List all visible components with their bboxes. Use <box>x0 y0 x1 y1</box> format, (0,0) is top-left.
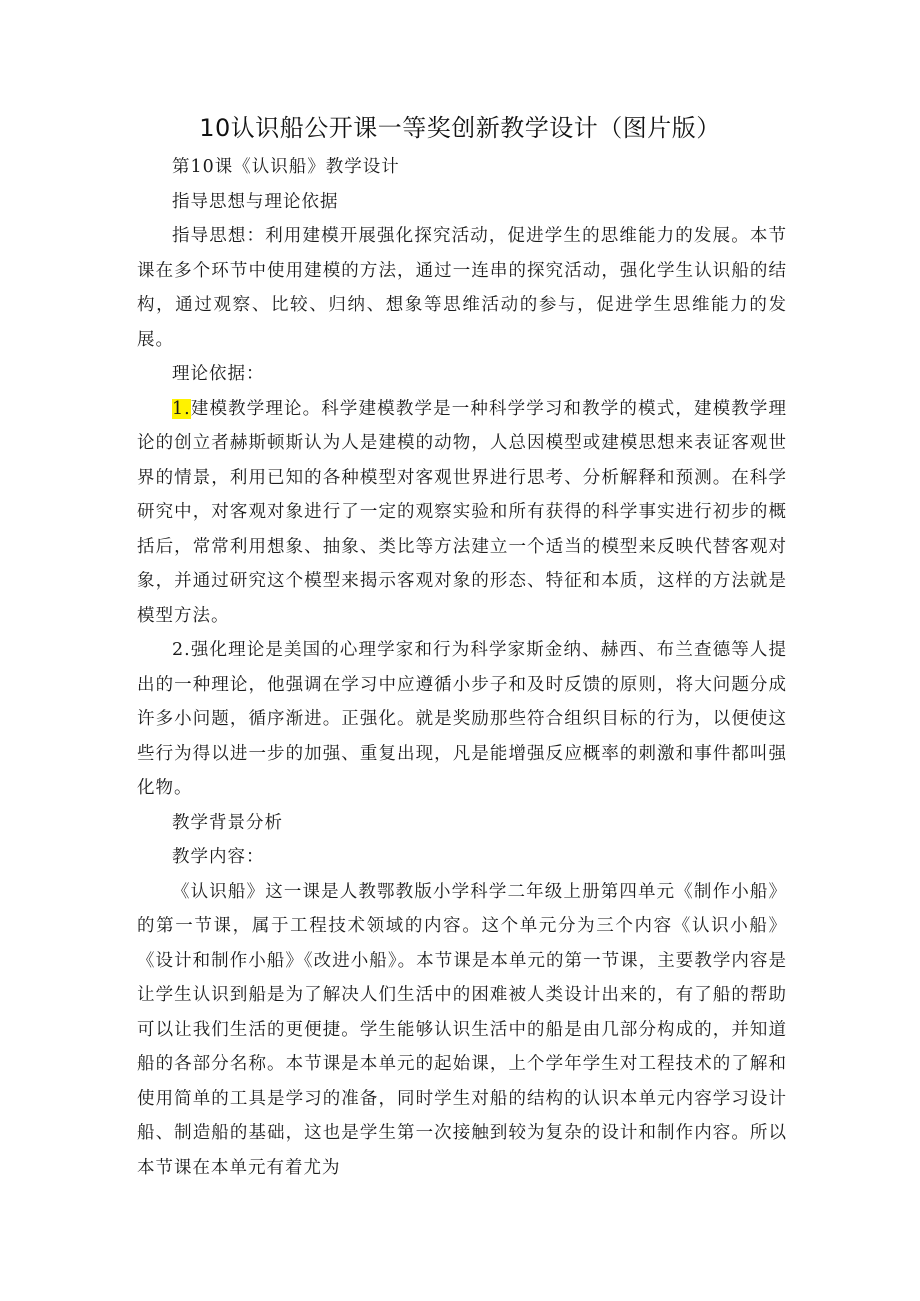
document-body <box>137 150 787 1185</box>
paragraph-teaching-content: 《认识船》这一课是人教鄂教版小学科学二年级上册第四单元《制作小船》的第一节课，属于工程技术领域的内容。这个单元分为三个内容《认识小船》《设计和制作小船》《改进小船》。本节课是本单元的第一节课，主要教学内容是让学生认识到船是为了解决人们生活中的困难被人类设计出来的，有了船的帮助可以让我们生活的更便捷。学生能够认识生活中的船是由几部分构成的，并知道船的各部分名称。本节课是本单元的起始课，上个学年学生对工程技术的了解和使用简单的工具是学习的准备，同时学生对船的结构的认识本单元内容学习设计船、制造船的基础，这也是学生第一次接触到较为复杂的设计和制作内容。所以本节课在本单元有着尤为 <box>137 881 787 1178</box>
section-heading-guiding: 指导思想与理论依据 <box>172 191 339 212</box>
section-heading-background: 教学背景分析 <box>172 812 283 833</box>
document-title: 10认识船公开课一等奖创新教学设计（图片版） <box>199 114 721 142</box>
theory-1-text: 建模教学理论。科学建模教学是一种科学学习和教学的模式，建模教学理论的创立者赫斯顿斯认为人是建模的动物，人总因模型或建模思想来表证客观世界的情景，利用已知的各种模型对客观世界进行思考、分析解释和预测。在科学研究中，对客观对象进行了一定的观察实验和所有获得的科学事实进行初步的概括后，常常利用想象、抽象、类比等方法建立一个适当的模型来反映代替客观对象，并通过研究这个模型来揭示客观对象的形态、特征和本质，这样的方法就是模型方法。 <box>137 398 787 626</box>
paragraph-theory-1 <box>137 392 787 634</box>
paragraph-guiding-thought: 指导思想：利用建模开展强化探究活动，促进学生的思维能力的发展。本节课在多个环节中使用建模的方法，通过一连串的探究活动，强化学生认识船的结构，通过观察、比较、归纳、想象等思维活动的参与，促进学生思维能力的发展。 <box>137 226 787 350</box>
content-label: 教学内容： <box>172 847 265 867</box>
highlighted-list-number: 1. <box>172 398 191 419</box>
theory-label: 理论依据： <box>172 364 265 384</box>
lesson-heading: 第10课《认识船》教学设计 <box>172 157 400 177</box>
paragraph-theory-2: 2.强化理论是美国的心理学家和行为科学家斯金纳、赫西、布兰查德等人提出的一种理论，他强调在学习中应遵循小步子和及时反馈的原则，将大问题分成许多小问题，循序渐进。正强化。就是奖励那些符合组织目标的行为，以便使这些行为得以进一步的加强、重复出现，凡是能增强反应概率的刺激和事件都叫强化物。 <box>137 640 787 798</box>
